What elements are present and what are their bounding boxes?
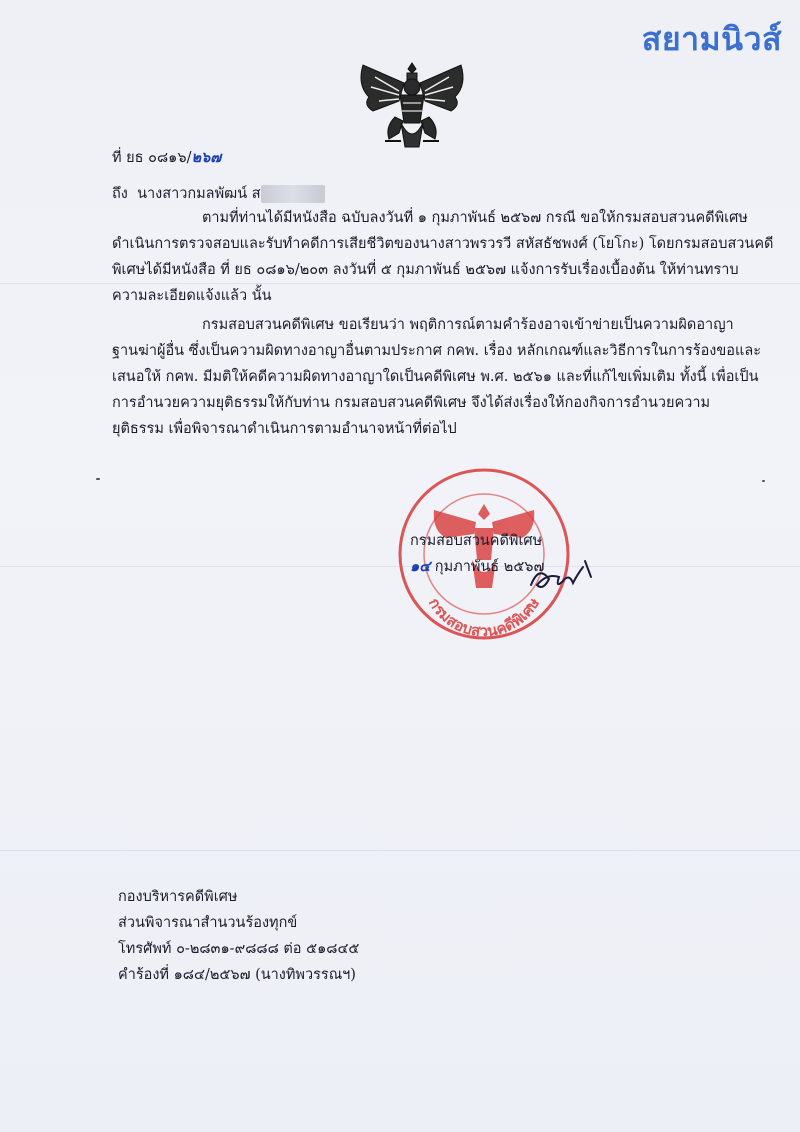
- signature-month-year: กุมภาพันธ์ ๒๕๖๗: [434, 559, 545, 575]
- footer-section: ส่วนพิจารณาสำนวนร้องทุกข์: [118, 915, 298, 931]
- paragraph-2: [112, 312, 761, 442]
- seal-text: กรมสอบสวนคดีพิเศษ: [425, 594, 544, 641]
- paragraph-line: ฐานฆ่าผู้อื่น ซึ่งเป็นความผิดทางอาญาอื่นตามประกาศ กคพ. เรื่อง หลักเกณฑ์และวิธีการในการร้องขอและ: [112, 343, 761, 359]
- ref-handwritten-number: ๒๖๗: [191, 149, 222, 166]
- handwritten-signature: [525, 555, 595, 600]
- footer-phone: โทรศัพท์ ๐-๒๘๓๑-๙๘๘๘ ต่อ ๕๑๘๔๕: [118, 941, 360, 957]
- paragraph-line: ดำเนินการตรวจสอบและรับทำคดีการเสียชีวิตของนางสาวพรวรวี สหัสธัชพงศ์ (โยโกะ) โดยกรมสอบสวนคดี: [112, 236, 774, 252]
- paragraph-line: ตามที่ท่านได้มีหนังสือ ฉบับลงวันที่ ๑ กุมภาพันธ์ ๒๕๖๗ กรณี ขอให้กรมสอบสวนคดีพิเศษ: [202, 210, 748, 226]
- paragraph-1: [112, 205, 774, 309]
- paragraph-line: เสนอให้ กคพ. มีมติให้คดีความผิดทางอาญาใดเป็นคดีพิเศษ พ.ศ. ๒๕๖๑ และที่แก้ไขเพิ่มเติม ทั้งนี้ เพื่อเป็น: [112, 369, 759, 385]
- signature-day: ๑๔: [410, 558, 431, 575]
- svg-text:กรมสอบสวนคดีพิเศษ: [425, 595, 543, 641]
- paper-speck: [96, 478, 100, 480]
- redaction-blur: [261, 185, 325, 203]
- footer-petition: คำร้องที่ ๑๘๔/๒๕๖๗ (นางทิพวรรณฯ): [118, 967, 356, 983]
- paper-fold: [0, 850, 800, 851]
- reference-number: [112, 146, 221, 169]
- ref-prefix: ที่ ยธ ๐๘๑๖/: [112, 150, 192, 166]
- paragraph-line: ความละเอียดแจ้งแล้ว นั้น: [112, 288, 272, 304]
- footer-contact: [118, 884, 359, 988]
- signer-org: กรมสอบสวนคดีพิเศษ: [410, 533, 543, 549]
- paragraph-line: การอำนวยความยุติธรรมให้กับท่าน กรมสอบสวนคดีพิเศษ จึงได้ส่งเรื่องให้กองกิจการอำนวยความ: [112, 395, 711, 411]
- paragraph-line: ยุติธรรม เพื่อพิจารณาดำเนินการตามอำนาจหน้าที่ต่อไป: [112, 421, 457, 437]
- recipient-label: ถึง: [112, 186, 128, 202]
- watermark-logo: สยามนิวส์: [641, 20, 782, 58]
- paragraph-line: กรมสอบสวนคดีพิเศษ ขอเรียนว่า พฤติการณ์ตามคำร้องอาจเข้าข่ายเป็นความผิดอาญา: [202, 317, 734, 333]
- paper-speck: [762, 480, 765, 482]
- recipient-line: [112, 182, 325, 205]
- footer-division: กองบริหารคดีพิเศษ: [118, 889, 238, 905]
- paragraph-line: พิเศษได้มีหนังสือ ที่ ยธ ๐๘๑๖/๒๐๓ ลงวันที่ ๕ กุมภาพันธ์ ๒๕๖๗ แจ้งการรับเรื่องเบื้องต้น ให้ท่านทราบ: [112, 262, 739, 278]
- recipient-name: นางสาวกมลพัฒน์ ส: [137, 186, 261, 202]
- garuda-emblem-icon: [355, 55, 470, 155]
